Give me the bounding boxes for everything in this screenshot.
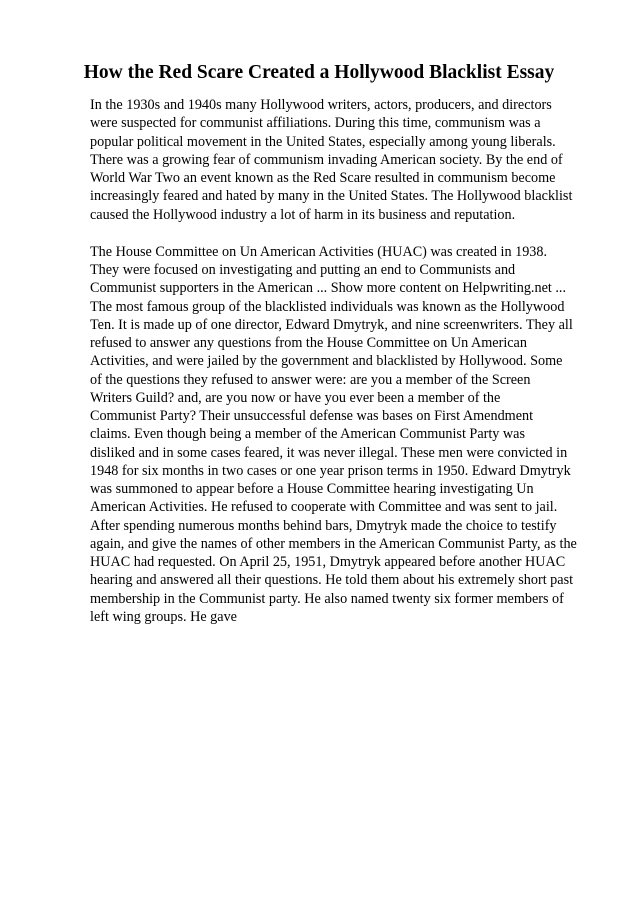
paragraph-line: In the 1930s and 1940s many Hollywood writers, actors, producers, and directors [90, 97, 552, 113]
essay-body [90, 96, 600, 645]
paragraph-line: The most famous group of the blacklisted individuals was known as the Hollywood [90, 298, 565, 315]
paragraph-line: membership in the Communist party. He also named twenty six former members of [90, 590, 564, 607]
paragraph-line: disliked and in some cases feared, it was never illegal. These men were convicted in [90, 444, 568, 461]
paragraph-line: 1948 for six months in two cases or one year prison terms in 1950. Edward Dmytryk [90, 462, 571, 479]
paragraph-line: Communist supporters in the American ... Show more content on Helpwriting.net ... [90, 280, 567, 297]
paragraph-line: were suspected for communist affiliations. During this time, communism was a [90, 115, 541, 132]
paragraph-line: was summoned to appear before a House Committee hearing investigating Un [90, 481, 534, 497]
paragraph-line: There was a growing fear of communism invading American society. By the end of [90, 151, 563, 168]
essay-paragraph [90, 243, 600, 626]
essay-title: How the Red Scare Created a Hollywood Blacklist Essay [83, 62, 555, 83]
paragraph-line: Ten. It is made up of one director, Edward Dmytryk, and nine screenwriters. They all [90, 316, 573, 333]
paragraph-line: The House Committee on Un American Activities (HUAC) was created in 1938. [90, 243, 548, 260]
paragraph-line: of the questions they refused to answer were: are you a member of the Screen [90, 371, 531, 388]
paragraph-line: Activities, and were jailed by the government and blacklisted by Hollywood. Some [90, 353, 563, 370]
paragraph-line: claims. Even though being a member of the American Communist Party was [90, 426, 525, 443]
paragraph-line: After spending numerous months behind bars, Dmytryk made the choice to testify [90, 517, 557, 534]
paragraph-line: Writers Guild? and, are you now or have you ever been a member of the [90, 389, 501, 406]
paragraph-line: refused to answer any questions from the House Committee on Un American [90, 335, 527, 351]
paragraph-line: caused the Hollywood industry a lot of harm in its business and reputation. [90, 206, 516, 223]
paragraph-line: World War Two an event known as the Red Scare resulted in communism become [90, 170, 556, 186]
essay-paragraph [90, 96, 600, 224]
paragraph-line: They were focused on investigating and putting an end to Communists and [90, 262, 516, 278]
paragraph-line: increasingly feared and hated by many in the United States. The Hollywood blacklist [90, 188, 573, 205]
paragraph-line: HUAC had requested. On April 25, 1951, Dmytryk appeared before another HUAC [90, 554, 566, 570]
paragraph-line: popular political movement in the United States, especially among young liberals. [90, 133, 556, 150]
paragraph-line: again, and give the names of other members in the American Communist Party, as the [90, 535, 577, 552]
paragraph-line: American Activities. He refused to cooperate with Committee and was sent to jail. [90, 499, 558, 516]
paragraph-line: Communist Party? Their unsuccessful defense was bases on First Amendment [90, 408, 534, 424]
paragraph-line: hearing and answered all their questions. He told them about his extremely short past [90, 572, 574, 589]
paragraph-line: left wing groups. He gave [90, 608, 237, 625]
